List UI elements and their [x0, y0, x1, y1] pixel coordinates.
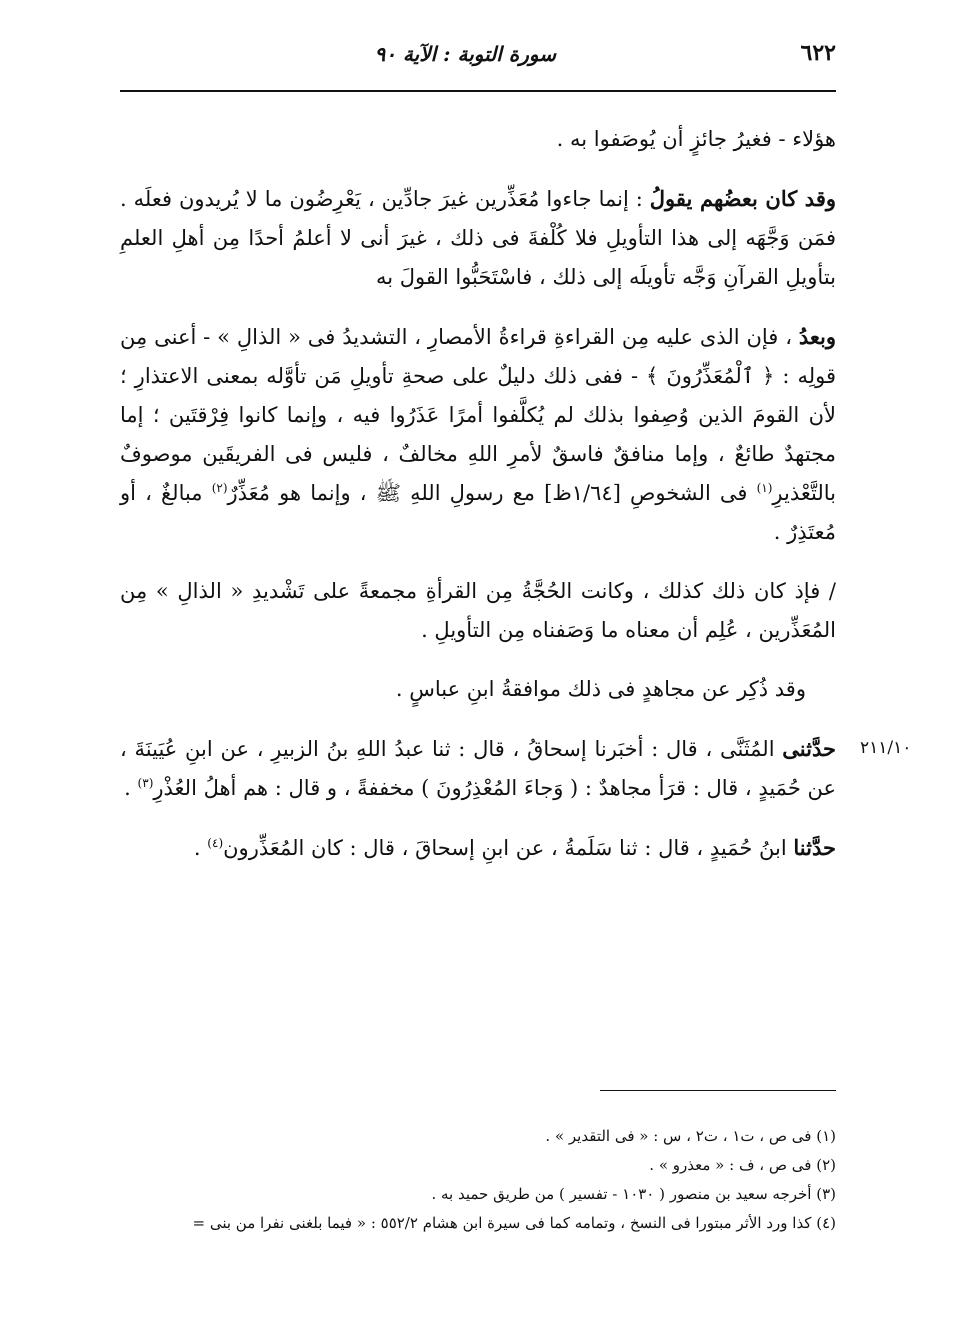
footnotes — [120, 1122, 836, 1238]
paragraph-text: هؤلاء - فغيرُ جائزٍ أن يُوصَفوا به . — [556, 127, 836, 151]
paragraph-5 — [120, 670, 836, 709]
marginal-reference: ٢١١/١٠ — [860, 738, 912, 758]
footnote-4: (٤) كذا ورد الأثر مبتورا فى النسخ ، وتمامه كما فى سيرة ابن هشام ٥٥٢/٢ : « فيما بلغنى نفرا من بنى = — [192, 1214, 836, 1232]
paragraph-lead: وبعدُ — [798, 324, 836, 349]
paragraph-7 — [120, 828, 836, 868]
footnote-3: (٣) أخرجه سعيد بن منصور ( ١٠٣٠ - تفسير ) من طريق حميد به . — [431, 1185, 836, 1203]
main-text — [120, 120, 836, 868]
paragraph-text: ابنُ حُمَيدٍ ، قال : ثنا سَلَمةُ ، عن ابنِ إسحاقَ ، قال : كان المُعَذِّرون — [223, 836, 787, 860]
paragraph-1 — [120, 120, 836, 159]
paragraph-text: فى الشخوصِ [١/٦٤ظ] مع رسولِ اللهِ ﷺ ، وإنما هو مُعَذِّرٌ — [227, 481, 748, 505]
paragraph-text: وقد ذُكِر عن مجاهدٍ فى ذلك موافقةُ ابنِ عباسٍ . — [395, 677, 806, 701]
paragraph-2 — [120, 179, 836, 297]
paragraph-text: ، فإن الذى عليه مِن القراءةِ قراءةُ الأمصارِ ، التشديدُ فى « الذالِ » - أعنى مِن قولِه : ﴿ ٱلْمُعَذِّرُونَ ﴾ - ففى ذلك دليلٌ على صحةِ تأويلِ مَن تأوَّله بمعنى الاعتذارِ ؛ لأن القومَ الذين وُصِفوا بذلك لم يُكلَّفوا أمرًا عَذَرُوا فيه ، وإنما كانوا فِرْقتَين ؛ إما مجتهدٌ طائعٌ ، وإما منافقٌ فاسقٌ لأمرِ اللهِ مخالفٌ ، فليس فى الفريقَين موصوفٌ بالتَّعْذيرِ — [120, 325, 836, 505]
running-head: سورة التوبة : الآية ٩٠ — [374, 42, 556, 66]
paragraph-text: مبالغٌ ، أو مُعتَذِرٌ . — [120, 481, 836, 544]
footnote-ref-4: (٤) — [207, 836, 224, 850]
paragraph-4 — [120, 572, 836, 650]
paragraph-6 — [120, 729, 836, 808]
paragraph-text: : إنما جاءوا مُعَذِّرين غيرَ جادِّين ، يَعْرِضُون ما لا يُريدون فعلَه . فمَن وَجَّهَه إلى هذا التأويلِ فلا كُلْفةَ فى ذلك ، غيرَ أنى لا أعلمُ أحدًا مِن أهلِ العلمِ بتأويلِ القرآنِ وَجَّه تأويلَه إلى ذلك ، فاسْتَحَبُّوا القولَ به — [120, 187, 836, 289]
paragraph-text: المُثَنَّى ، قال : أخبَرنا إسحاقُ ، قال : ثنا عبدُ اللهِ بنُ الزبيرِ ، عن ابنِ عُيَينَةَ ، عن حُمَيدٍ ، قال : قرَأ مجاهدٌ : ( وَجاءَ المُعْذِرُونَ ) مخففةً ، و قال : هم أهلُ العُذْرِ — [120, 737, 836, 800]
paragraph-text: / فإذ كان ذلك كذلك ، وكانت الحُجَّةُ مِن القرأةِ مجمعةً على تَشْديدِ « الذالِ » مِن المُعَذِّرين ، عُلِم أن معناه ما وَصَفناه مِن التأويلِ . — [120, 579, 836, 642]
paragraph-lead: حدَّثنا — [793, 835, 836, 860]
paragraph-end: . — [193, 836, 201, 860]
header-rule — [120, 90, 836, 92]
footnote-rule — [600, 1090, 836, 1091]
footnote-ref-3: (٣) — [137, 776, 154, 790]
paragraph-lead: وقد كان بعضُهم يقولُ — [649, 186, 837, 211]
footnote-ref-1: (١) — [756, 481, 773, 495]
page-header — [120, 40, 836, 84]
paragraph-lead: حدَّثنى — [782, 736, 836, 761]
footnote-1: (١) فى ص ، ت١ ، ت٢ ، س : « فى التقدير » . — [545, 1127, 836, 1145]
footnote-ref-2: (٢) — [211, 481, 228, 495]
paragraph-end: . — [124, 776, 131, 800]
paragraph-3 — [120, 317, 836, 552]
page-number: ٦٢٢ — [800, 40, 836, 66]
footnote-2: (٢) فى ص ، ف : « معذرو » . — [649, 1156, 836, 1174]
